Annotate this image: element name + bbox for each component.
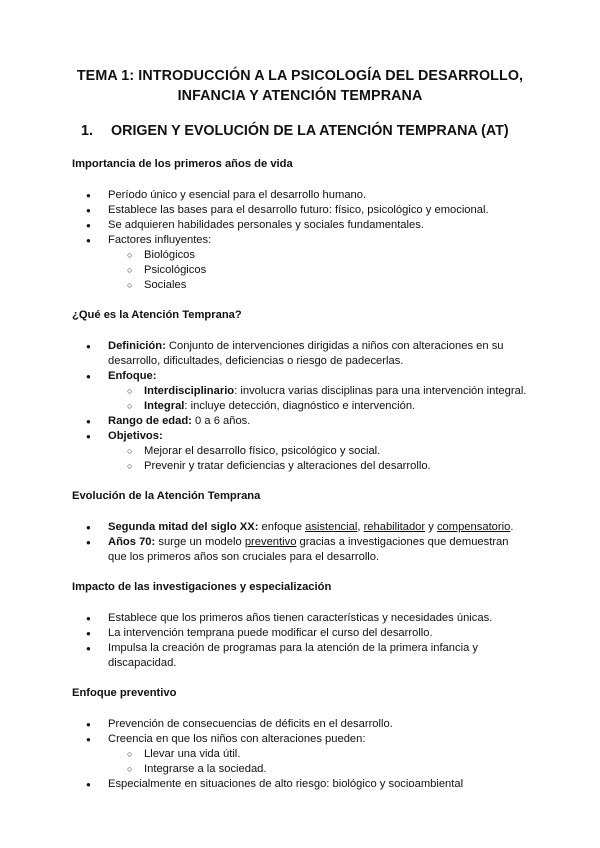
heading-evolucion: Evolución de la Atención Temprana <box>72 490 261 502</box>
list-item: ● Establece que los primeros años tienen características y necesidades únicas. <box>72 611 528 626</box>
text-span: , <box>357 521 364 533</box>
text-span: surge un modelo <box>155 536 245 548</box>
definicion-label: Definición: <box>108 340 166 352</box>
siglo-xx-label: Segunda mitad del siglo XX: <box>108 521 259 533</box>
section-title: ORIGEN Y EVOLUCIÓN DE LA ATENCIÓN TEMPRANA (AT) <box>111 123 509 139</box>
sub-list-item <box>72 399 528 414</box>
objetivos-label: Objetivos: <box>108 430 163 442</box>
sub-list-item: ○ Psicológicos <box>72 263 528 278</box>
enfoque-interdisciplinario-label: Interdisciplinario <box>144 385 235 397</box>
sub-list-item: ○ Integrarse a la sociedad. <box>72 762 528 777</box>
sub-list-item: ○ Prevenir y tratar deficiencias y alteraciones del desarrollo. <box>72 459 528 474</box>
list-item: ● Período único y esencial para el desarrollo humano. <box>72 188 528 203</box>
heading-que-es: ¿Qué es la Atención Temprana? <box>72 309 242 321</box>
definicion-text: Conjunto de intervenciones dirigidas a niños con alteraciones en su desarrollo, dificultades, deficiencias o riesgo de padecerlas. <box>108 340 504 367</box>
list-impacto <box>72 611 528 671</box>
list-item-rango <box>72 414 528 429</box>
heading-impacto: Impacto de las investigaciones y especialización <box>72 581 332 593</box>
list-item-objetivos <box>72 429 528 444</box>
heading-importancia: Importancia de los primeros años de vida <box>72 158 293 170</box>
underlined-term: preventivo <box>244 536 297 548</box>
text-span: gracias a investigaciones que demuestran que los primeros años son cruciales para el desarrollo. <box>108 536 509 563</box>
list-item: ● Factores influyentes: <box>72 233 528 248</box>
underlined-term: rehabilitador <box>363 521 426 533</box>
underlined-term: asistencial <box>305 521 358 533</box>
enfoque-interdisciplinario-text: : involucra varias disciplinas para una intervención integral. <box>234 385 527 397</box>
enfoque-label: Enfoque: <box>108 370 157 382</box>
rango-label: Rango de edad: <box>108 415 192 427</box>
text-span: y <box>425 521 437 533</box>
sub-list-item: ○ Mejorar el desarrollo físico, psicológico y social. <box>72 444 528 459</box>
list-importancia <box>72 188 528 293</box>
sub-list-item <box>72 384 528 399</box>
sub-list-item: ○ Biológicos <box>72 248 528 263</box>
list-item: ● Se adquieren habilidades personales y sociales fundamentales. <box>72 218 528 233</box>
sub-list-item: ○ Sociales <box>72 278 528 293</box>
section-1-heading <box>81 121 528 141</box>
list-item-definicion <box>72 339 528 369</box>
rango-text: 0 a 6 años. <box>191 415 251 427</box>
text-span: . <box>510 521 514 533</box>
anos-70-label: Años 70: <box>108 536 156 548</box>
list-preventivo <box>72 717 528 792</box>
heading-preventivo: Enfoque preventivo <box>72 687 177 699</box>
list-item: ● Prevención de consecuencias de déficits en el desarrollo. <box>72 717 528 732</box>
list-item: ● Creencia en que los niños con alteraciones pueden: <box>72 732 528 747</box>
document-title-line-2: INFANCIA Y ATENCIÓN TEMPRANA <box>177 88 423 104</box>
list-item: ● Impulsa la creación de programas para la atención de la primera infancia y discapacidad. <box>72 641 528 671</box>
list-item: ● Establece las bases para el desarrollo futuro: físico, psicológico y emocional. <box>72 203 528 218</box>
list-que-es <box>72 339 528 474</box>
section-number: 1. <box>81 123 93 139</box>
enfoque-integral-text: : incluye detección, diagnóstico e intervención. <box>184 400 416 412</box>
document-title-line-1: TEMA 1: INTRODUCCIÓN A LA PSICOLOGÍA DEL DESARROLLO, <box>76 68 524 84</box>
underlined-term: compensatorio <box>436 521 511 533</box>
list-item: ● La intervención temprana puede modificar el curso del desarrollo. <box>72 626 528 641</box>
list-item-anos-70 <box>72 535 528 565</box>
list-item-enfoque <box>72 369 528 384</box>
list-evolucion <box>72 520 528 565</box>
list-item-siglo-xx <box>72 520 528 535</box>
enfoque-integral-label: Integral <box>144 400 185 412</box>
list-item: ● Especialmente en situaciones de alto riesgo: biológico y socioambiental <box>72 777 528 792</box>
text-span: enfoque <box>258 521 306 533</box>
sub-list-item: ○ Llevar una vida útil. <box>72 747 528 762</box>
document-title <box>72 66 528 106</box>
